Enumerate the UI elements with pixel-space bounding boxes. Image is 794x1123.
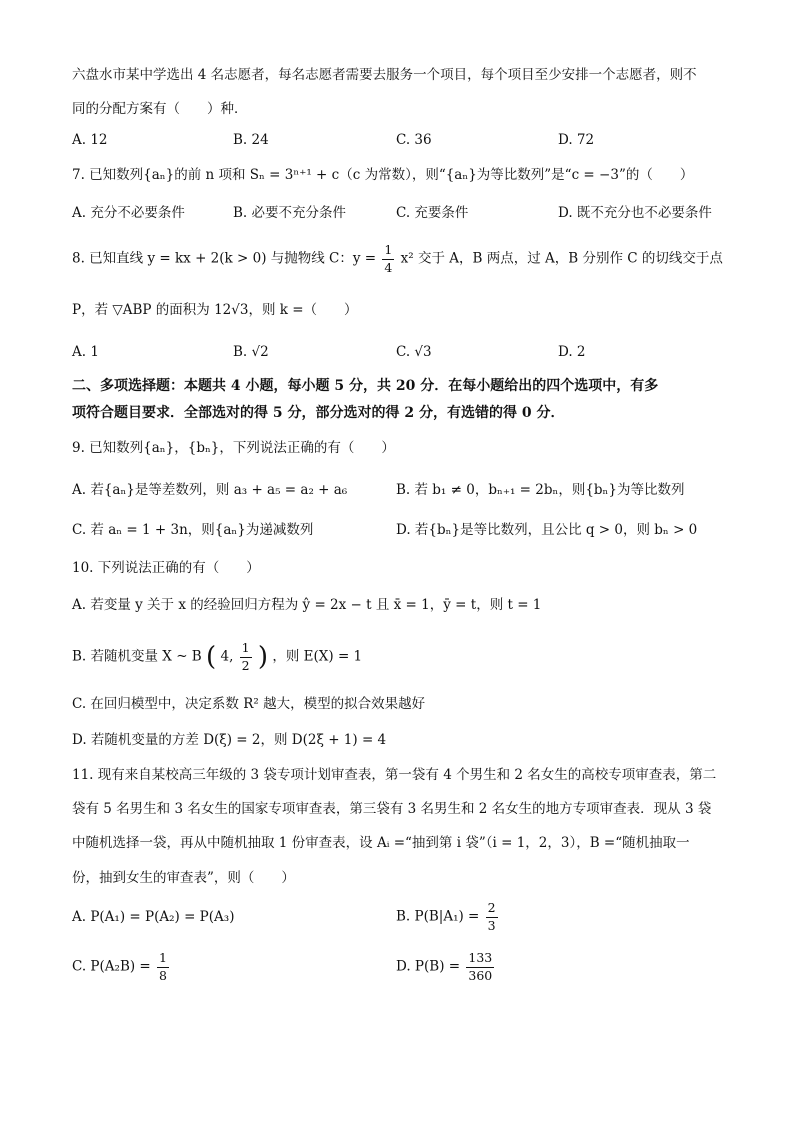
q11-option-d-fraction bbox=[466, 952, 494, 982]
q7-option-c: C. 充要条件 bbox=[396, 205, 469, 221]
q6-option-c: C. 36 bbox=[396, 132, 432, 148]
q11-stem-line3: 中随机选择一袋，再从中随机抽取 1 份审查表，设 Aᵢ =“抽到第 i 袋”（i = 1，2，3），B =“随机抽取一 bbox=[72, 835, 690, 851]
q10-stem: 10. 下列说法正确的有（ ） bbox=[72, 560, 260, 576]
q10-option-b-fraction bbox=[240, 642, 252, 672]
q11-option-b-numerator: 2 bbox=[486, 902, 498, 918]
q9-option-c: C. 若 aₙ = 1 + 3n，则{aₙ}为递减数列 bbox=[72, 522, 314, 538]
q10-option-a: A. 若变量 y 关于 x 的经验回归方程为 ŷ = 2x − t 且 x̄ = 1，ȳ = t，则 t = 1 bbox=[72, 597, 542, 613]
q6-stem-line1: 六盘水市某中学选出 4 名志愿者，每名志愿者需要去服务一个项目，每个项目至少安排一个志愿者，则不 bbox=[72, 67, 697, 83]
q11-option-a: A. P(A₁) = P(A₂) = P(A₃) bbox=[72, 909, 235, 925]
q10-option-d: D. 若随机变量的方差 D(ξ) = 2，则 D(2ξ + 1) = 4 bbox=[72, 732, 387, 748]
q8-fraction-numerator: 1 bbox=[382, 244, 394, 260]
q11-option-d bbox=[396, 952, 496, 982]
q11-option-b-denominator: 3 bbox=[487, 917, 496, 933]
q11-option-d-denominator: 360 bbox=[468, 967, 493, 983]
q8-option-d: D. 2 bbox=[558, 344, 586, 360]
q8-fraction bbox=[382, 244, 394, 274]
q9-option-a: A. 若{aₙ}是等差数列，则 a₃ + a₅ = a₂ + a₆ bbox=[72, 482, 348, 498]
q6-option-a: A. 12 bbox=[72, 132, 108, 148]
section2-heading-line2: 项符合题目要求．全部选对的得 5 分，部分选对的得 2 分，有选错的得 0 分． bbox=[72, 405, 565, 421]
q11-option-c-before: C. P(A₂B) = bbox=[72, 958, 151, 975]
q8-option-c: C. √3 bbox=[396, 344, 432, 360]
right-paren-glyph: ) bbox=[257, 642, 269, 672]
q11-stem-line2: 袋有 5 名男生和 3 名女生的国家专项审查表，第三袋有 3 名男生和 2 名女生的地方专项审查表．现从 3 袋 bbox=[72, 801, 712, 817]
q11-option-c-fraction bbox=[157, 952, 169, 982]
q10-option-b-inner: 4, bbox=[220, 648, 234, 665]
q11-option-d-before: D. P(B) = bbox=[396, 958, 461, 975]
q8-stem-before: 8. 已知直线 y = kx + 2(k > 0) 与抛物线 C：y = bbox=[72, 250, 377, 267]
q9-option-b: B. 若 b₁ ≠ 0，bₙ₊₁ = 2bₙ，则{bₙ}为等比数列 bbox=[396, 482, 685, 498]
q10-option-b bbox=[72, 642, 362, 672]
q11-option-d-numerator: 133 bbox=[466, 952, 494, 968]
q8-stem-line1 bbox=[72, 244, 723, 274]
q10-option-b-denominator: 2 bbox=[241, 657, 250, 673]
q9-option-d: D. 若{bₙ}是等比数列，且公比 q > 0，则 bₙ > 0 bbox=[396, 522, 698, 538]
q10-option-c: C. 在回归模型中，决定系数 R² 越大，模型的拟合效果越好 bbox=[72, 696, 426, 712]
left-paren-glyph: ( bbox=[206, 642, 217, 672]
q8-option-b: B. √2 bbox=[233, 344, 269, 360]
q8-stem-after: x² 交于 A，B 两点，过 A，B 分别作 C 的切线交于点 bbox=[400, 250, 723, 267]
q11-option-c-numerator: 1 bbox=[157, 952, 169, 968]
q7-option-a: A. 充分不必要条件 bbox=[72, 205, 185, 221]
q7-option-d: D. 既不充分也不必要条件 bbox=[558, 205, 712, 221]
q8-fraction-denominator: 4 bbox=[384, 259, 393, 275]
q11-option-b bbox=[396, 902, 500, 932]
q8-option-a: A. 1 bbox=[72, 344, 99, 360]
q10-option-b-after: ，则 E(X) = 1 bbox=[272, 648, 363, 665]
q11-option-c bbox=[72, 952, 171, 982]
q11-option-b-before: B. P(B|A₁) = bbox=[396, 908, 480, 925]
q6-stem-line2: 同的分配方案有（ ）种． bbox=[72, 101, 248, 117]
q11-option-b-fraction bbox=[486, 902, 498, 932]
q10-option-b-before: B. 若随机变量 X ~ B bbox=[72, 648, 202, 665]
q10-option-b-numerator: 1 bbox=[240, 642, 252, 658]
q7-option-b: B. 必要不充分条件 bbox=[233, 205, 347, 221]
q8-stem-line2: P，若 ▽ABP 的面积为 12√3，则 k =（ ） bbox=[72, 302, 358, 318]
q6-option-b: B. 24 bbox=[233, 132, 269, 148]
q11-stem-line1: 11. 现有来自某校高三年级的 3 袋专项计划审查表，第一袋有 4 个男生和 2 名女生的高校专项审查表，第二 bbox=[72, 767, 717, 783]
section2-heading-line1: 二、多项选择题：本题共 4 小题，每小题 5 分，共 20 分．在每小题给出的四个选项中，有多 bbox=[72, 378, 659, 394]
q9-stem: 9. 已知数列{aₙ}，{bₙ}，下列说法正确的有（ ） bbox=[72, 440, 395, 456]
q6-option-d: D. 72 bbox=[558, 132, 595, 148]
q11-option-c-denominator: 8 bbox=[159, 967, 167, 983]
q7-stem: 7. 已知数列{aₙ}的前 n 项和 Sₙ = 3ⁿ⁺¹ + c（c 为常数），则“{aₙ}为等比数列”是“c = −3”的（ ） bbox=[72, 167, 694, 183]
q11-stem-line4: 份，抽到女生的审查表”，则（ ） bbox=[72, 870, 295, 886]
